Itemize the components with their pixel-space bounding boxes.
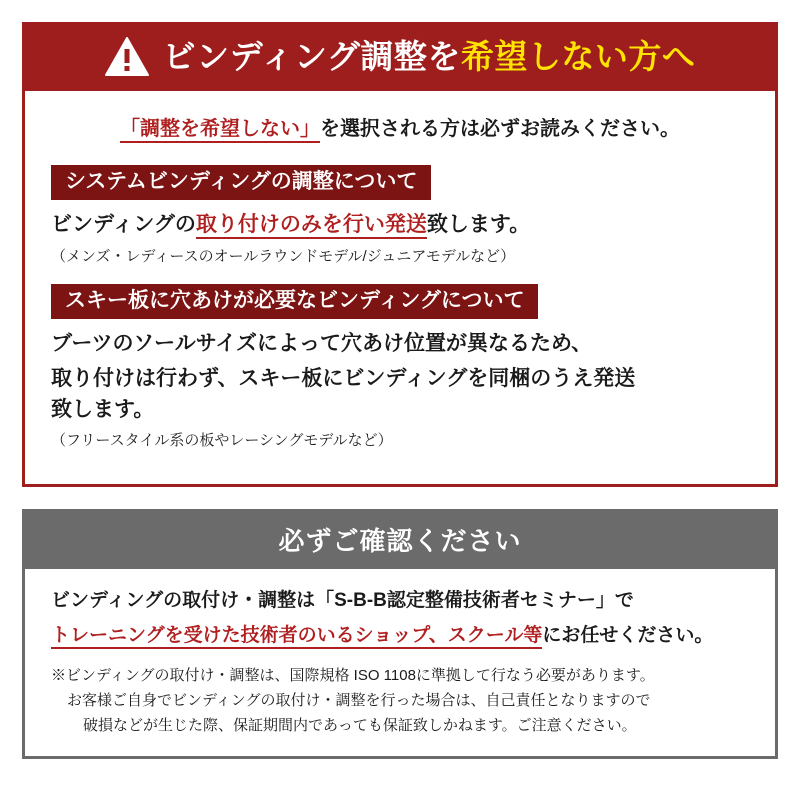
section-drilling-line3: 致します。: [51, 397, 155, 421]
lead-red-part: 「調整を希望しない」: [120, 118, 320, 143]
fineprint-block: [51, 664, 749, 738]
section-drilling-line1: ブーツのソールサイズによって穴あけ位置が異なるため、: [51, 331, 593, 355]
section-drilling-line2: [51, 363, 749, 395]
section-system-binding-body: [51, 210, 749, 240]
warning-panel-body: [25, 91, 775, 484]
confirm-panel-header: 必ずご確認ください: [25, 512, 775, 569]
section-drilling-note: （フリースタイル系の板やレーシングモデルなど）: [51, 432, 393, 449]
warning-panel-header: [25, 25, 775, 91]
confirm-panel-body: [25, 569, 775, 756]
confirm-panel: [22, 509, 778, 759]
confirm-post: にお任せください。: [542, 624, 714, 646]
fineprint-line-1: ※ビンディングの取付け・調整は、国際規格 ISO 1108に準拠して行なう必要があります。: [51, 667, 655, 684]
confirm-line-1: ビンディングの取付け・調整は「S-B-B認定整備技術者セミナー」で: [51, 590, 634, 611]
warning-triangle-icon: [105, 37, 149, 77]
warning-panel: [22, 22, 778, 487]
confirm-line-2: [51, 622, 749, 651]
warning-panel-title: [163, 39, 696, 75]
section-system-binding-heading: システムビンディングの調整について: [51, 165, 431, 200]
confirm-red: トレーニングを受けた技術者のいるショップ、スクール等: [51, 625, 542, 649]
warning-title-highlight: 希望しない方へ: [460, 37, 696, 75]
body-pre: ビンディングの: [51, 213, 196, 237]
drilling-red: 取り付けは行わず、スキー板にビンディングを同梱: [51, 367, 531, 391]
lead-text: [51, 115, 749, 143]
section-system-binding: [51, 161, 749, 266]
warning-title-main: ビンディング調整を: [162, 37, 461, 75]
section-drilling-binding: [51, 280, 749, 450]
body-post: 致します。: [426, 213, 531, 237]
lead-rest-part: を選択される方は必ずお読みください。: [320, 118, 680, 140]
fineprint-line-3: 破損などが生じた際、保証期間内であっても保証致しかねます。ご注意ください。: [83, 716, 637, 734]
body-red: 取り付けのみを行い発送: [196, 213, 427, 239]
section-system-binding-note: （メンズ・レディースのオールラウンドモデル/ジュニアモデルなど）: [51, 247, 516, 265]
section-drilling-binding-heading: スキー板に穴あけが必要なビンディングについて: [51, 284, 538, 319]
drilling-post: のうえ発送: [530, 367, 636, 391]
fineprint-line-2: お客様ご自身でビンディングの取付け・調整を行った場合は、自己責任となりますので: [67, 691, 651, 709]
